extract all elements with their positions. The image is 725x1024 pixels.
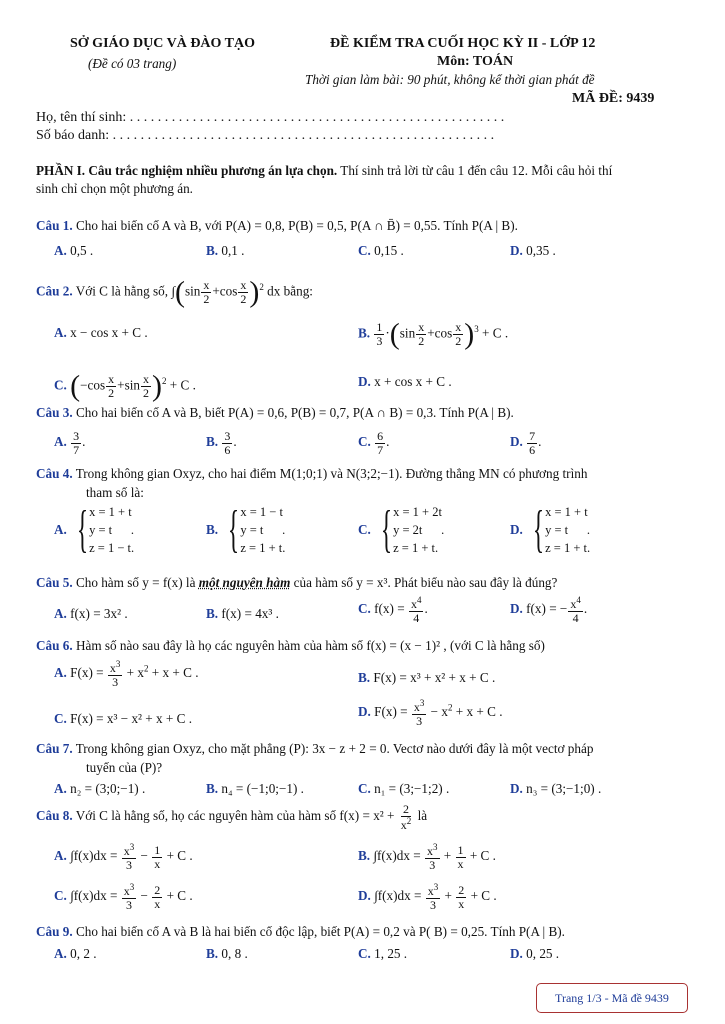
- q9-option-a[interactable]: A. 0, 2 .: [54, 946, 97, 961]
- pages-note: (Đề có 03 trang): [88, 56, 177, 71]
- q6-option-a[interactable]: A. F(x) = $\frac{x^3}{3}$ + $x^2 + x + C$ .: [54, 659, 199, 689]
- q5-option-d[interactable]: D. f(x) = − $\frac{x^4}{4}$ .: [510, 595, 588, 625]
- student-id-line: Số báo danh: . . . . . . . . . . . . . . . . . . . . . . . . . . . . . . . . . . . . . . . . . . . . . . . . . . . . . . .: [36, 128, 495, 143]
- q2-option-a[interactable]: A. x − cos x + C .: [54, 325, 148, 340]
- question-3: [36, 405, 514, 421]
- q4-option-d[interactable]: D. { x = 1 + t y = t . z = 1 + t.: [510, 501, 591, 558]
- q1-option-a[interactable]: A. 0,5 .: [54, 243, 94, 258]
- question-4-cont: tham số là:: [86, 485, 144, 500]
- q7-option-b[interactable]: B. n₄ = (−1;0;−1) .: [206, 781, 304, 796]
- question-text: Hàm số nào sau đây là họ các nguyên hàm của hàm số f(x) = (x − 1)² , (với C là hằng số): [72, 638, 545, 653]
- q6-option-c[interactable]: C. F(x) = x³ − x² + x + C .: [54, 711, 193, 726]
- q9-option-c[interactable]: C. 1, 25 .: [358, 946, 408, 961]
- q7-option-a[interactable]: A. n₂ = (3;0;−1) .: [54, 781, 146, 796]
- q3-option-a[interactable]: A. $\frac{3}{7}$ .: [54, 429, 86, 457]
- question-label: Câu 2.: [36, 283, 73, 299]
- question-text: Trong không gian Oxyz, cho mặt phẳng (P): 3x − z + 2 = 0. Vectơ nào dưới đây là một vectơ pháp: [72, 741, 594, 756]
- department-name: SỞ GIÁO DỤC VÀ ĐÀO TẠO: [70, 36, 256, 51]
- q8-option-b[interactable]: B. ∫f(x)dx = $\frac{x^3}{3}$ + $\frac{1}{x}$ + C .: [358, 842, 496, 872]
- question-label: Câu 1.: [36, 218, 73, 233]
- q8-option-a[interactable]: A. ∫f(x)dx = $\frac{x^3}{3}$ − $\frac{1}{x}$ + C .: [54, 842, 193, 872]
- q8-option-d[interactable]: D. ∫f(x)dx = $\frac{x^3}{3}$ + $\frac{2}{x}$ + C .: [358, 882, 497, 912]
- q2-option-d[interactable]: D. x + cos x + C .: [358, 374, 452, 389]
- question-9: [36, 924, 565, 940]
- q3-option-c[interactable]: C. $\frac{6}{7}$ .: [358, 429, 390, 457]
- section-intro: [36, 163, 612, 179]
- question-1: [36, 218, 518, 234]
- q4-option-b[interactable]: B. { x = 1 − t y = t . z = 1 + t.: [206, 501, 286, 558]
- q7-option-c[interactable]: C. n₁ = (3;−1;2) .: [358, 781, 450, 796]
- question-label: Câu 3.: [36, 405, 73, 420]
- q2-option-c[interactable]: C. (−cos $\frac{x}{2}$ +sin $\frac{x}{2}$ )$^2$ + C .: [54, 369, 196, 403]
- question-2: Câu 2. Với C là hằng số, ∫(sin $\frac{x}{2}$ +cos $\frac{x}{2}$ )$^2$ dx bằng:: [36, 275, 313, 309]
- question-label: Câu 9.: [36, 924, 73, 939]
- q3-option-d[interactable]: D. $\frac{7}{6}$ .: [510, 429, 542, 457]
- q3-option-b[interactable]: B. $\frac{3}{6}$ .: [206, 429, 237, 457]
- q1-option-c[interactable]: C. 0,15 .: [358, 243, 404, 258]
- question-8: Câu 8. Với C là hằng số, họ các nguyên hàm của hàm số f(x) = x² + $\frac{2}{x^2}$ là: [36, 802, 428, 832]
- q5-option-a[interactable]: A. f(x) = 3x² .: [54, 606, 128, 621]
- q7-option-d[interactable]: D. n₃ = (3;−1;0) .: [510, 781, 602, 796]
- question-label: Câu 6.: [36, 638, 73, 653]
- question-5: Câu 5. Cho hàm số y = f(x) là một nguyên hàm của hàm số y = x³. Phát biểu nào sau đây là đúng?: [36, 575, 558, 590]
- q4-option-c[interactable]: C. { x = 1 + 2t y = 2t . z = 1 + t.: [358, 501, 445, 558]
- question-label: Câu 8.: [36, 808, 73, 824]
- q1-option-d[interactable]: D. 0,35 .: [510, 243, 556, 258]
- question-text: Cho hai biến cố A và B, với P(A) = 0,8, P(B) = 0,5, P(A ∩ B̄) = 0,55. Tính P(A | B).: [72, 218, 518, 233]
- question-7-cont: tuyến của (P)?: [86, 760, 163, 775]
- q5-option-c[interactable]: C. f(x) = $\frac{x^4}{4}$ .: [358, 595, 428, 625]
- q2-option-b[interactable]: B. $\frac{1}{3}$ ·(sin $\frac{x}{2}$ +cos $\frac{x}{2}$ )$^3$ + C .: [358, 317, 509, 351]
- subject: Môn: TOÁN: [437, 54, 514, 69]
- q6-option-b[interactable]: B. F(x) = x³ + x² + x + C .: [358, 670, 496, 685]
- question-label: Câu 5.: [36, 575, 73, 590]
- question-label: Câu 7.: [36, 741, 73, 756]
- question-label: Câu 4.: [36, 466, 73, 481]
- question-text: Cho hai biến cố A và B là hai biến cố độc lập, biết P(A) = 0,2 và P( B) = 0,25. Tính P(A | B).: [72, 924, 565, 939]
- section-desc: Thí sinh trả lời từ câu 1 đến câu 12. Mỗi câu hỏi thí: [337, 163, 613, 178]
- section-desc-2: sinh chỉ chọn một phương án.: [36, 181, 193, 196]
- exam-code: MÃ ĐỀ: 9439: [572, 91, 655, 106]
- time-note: Thời gian làm bài: 90 phút, không kể thời gian phát đề: [305, 72, 595, 87]
- q9-option-b[interactable]: B. 0, 8 .: [206, 946, 248, 961]
- exam-title: ĐỀ KIỂM TRA CUỐI HỌC KỲ II - LỚP 12: [330, 36, 596, 51]
- q1-option-b[interactable]: B. 0,1 .: [206, 243, 245, 258]
- question-text: Trong không gian Oxyz, cho hai điểm M(1;0;1) và N(3;2;−1). Đường thẳng MN có phương trình: [72, 466, 588, 481]
- q5-option-b[interactable]: B. f(x) = 4x³ .: [206, 606, 279, 621]
- q9-option-d[interactable]: D. 0, 25 .: [510, 946, 560, 961]
- question-7: [36, 741, 593, 757]
- question-6: [36, 638, 545, 654]
- question-4: [36, 466, 587, 482]
- page-footer: Trang 1/3 - Mã đề 9439: [536, 983, 688, 1013]
- question-text: Cho hai biến cố A và B, biết P(A) = 0,6, P(B) = 0,7, P(A ∩ B) = 0,3. Tính P(A | B).: [72, 405, 514, 420]
- q8-option-c[interactable]: C. ∫f(x)dx = $\frac{x^3}{3}$ − $\frac{2}{x}$ + C .: [54, 882, 193, 912]
- q4-option-a[interactable]: A. { x = 1 + t y = t . z = 1 − t.: [54, 501, 135, 558]
- student-name-line: Họ, tên thí sinh: . . . . . . . . . . . . . . . . . . . . . . . . . . . . . . . . . . . . . . . . . . . . . . . . . . . . . .: [36, 110, 505, 125]
- q6-option-d[interactable]: D. F(x) = $\frac{x^3}{3}$ − $x^2 + x + C$ .: [358, 698, 503, 728]
- section-title: PHẦN I. Câu trắc nghiệm nhiều phương án lựa chọn.: [36, 163, 338, 178]
